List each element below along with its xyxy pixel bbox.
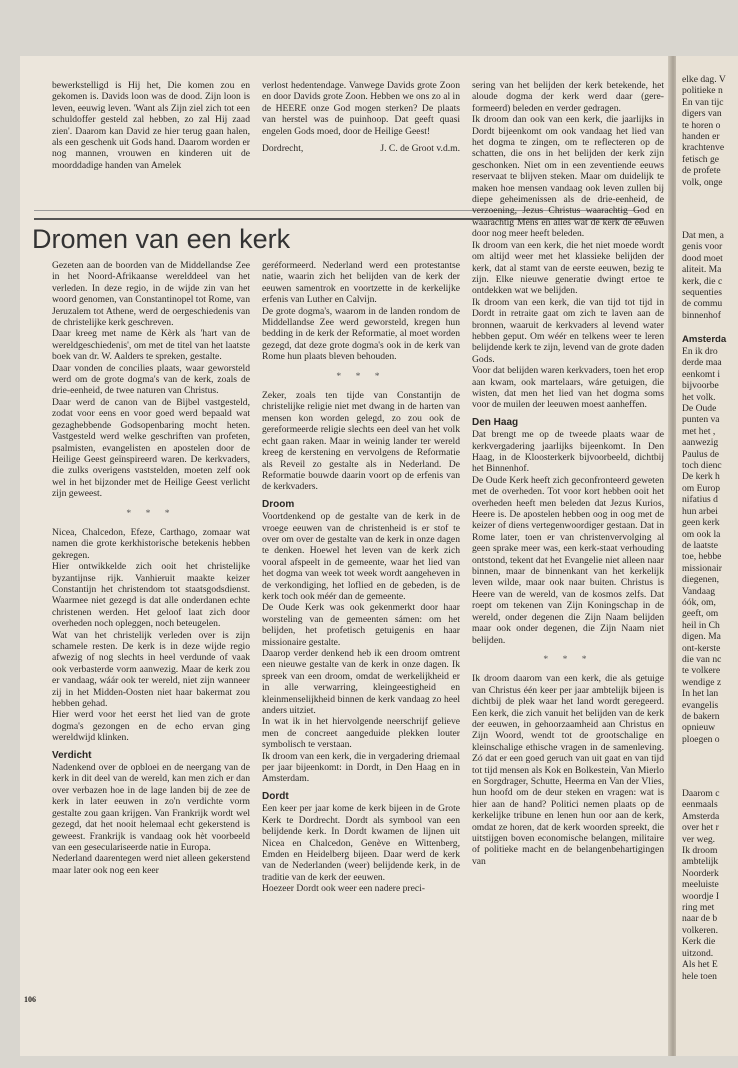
paragraph: Voor dat belijden waren kerkvaders, toen het erop aan kwam, ook martelaars, wáre getuigen, die wisten, dat men het lied van het dogma soms voor de muilen der leeuwen moest aanheffen.: [472, 365, 664, 411]
right-page-line: woordje I: [682, 890, 720, 902]
right-page-line: derde maa: [682, 357, 722, 369]
right-page-line: over het r: [682, 822, 719, 834]
right-page-line: eenmaals: [682, 799, 718, 811]
paragraph: Zeker, zoals ten tijde van Constantijn de christelijke religie niet met dwang in de harten van mensen kon worden gelegd, zo zou ook de gereformeerde religie slechts een deel van het volk echt gaan raken. Maar in weinig lander ter wereld kreeg de kerstening en vervolgens de Reformatie als Reveil zo gestalte als in Nederland. De Reformatie bouwde daarin voort op de erfenis van de kerkvaders.: [262, 390, 460, 493]
column-1: [52, 260, 250, 876]
right-page-line: digers van: [682, 108, 722, 120]
paragraph: In wat ik in het hiervolgende neerschrijf gelieve men de concreet aangeduide plekken louter symbolisch te verstaan.: [262, 716, 460, 751]
paragraph: Gezeten aan de boorden van de Middellandse Zee in het Noord-Afrikaanse werelddeel van het verleden. In deze regio, in de wijde zin van het woord genomen, van Constantinopel tot Rome, van Jeruzalem tot Athene, werd de oergeschiedenis van de christelijke kerk geschreven.: [52, 260, 250, 329]
right-page-line: om Europ: [682, 482, 721, 494]
paragraph: Ik droom van een kerk, die in vergadering driemaal per jaar bijeenkomt: in Dordt, in Den Haag en in Amsterdam.: [262, 750, 460, 785]
right-page-block-d: [682, 788, 720, 982]
right-page-line: eenkomt i: [682, 368, 721, 380]
right-page-line: te horen o: [682, 119, 721, 131]
right-page-line: óók, om,: [682, 596, 716, 608]
right-page-line: hele toen: [682, 970, 717, 982]
right-page-block-c: [682, 346, 722, 745]
right-page-line: Noorderk: [682, 867, 719, 879]
paragraph: sering van het belijden der kerk betekende, het aloude dogma der kerk werd daar (gere-formeerd) beleden en verder gedragen.: [472, 80, 664, 114]
right-page-line: sequenties: [682, 287, 722, 299]
right-page-line: toe, hebbe: [682, 551, 722, 563]
subheading-dordt: Dordt: [262, 790, 289, 802]
right-page-line: wendige z: [682, 676, 722, 688]
subheading-verdicht: Verdicht: [52, 749, 92, 761]
paragraph: Ik droom van een kerk, die van tijd tot tijd in Dordt in retraite gaat om zich te laven aan de bronnen, waaruit de kerkvaders al levend water hebben geput. Om wéér en telkens weer te leren belijdende kerk te zijn, levend van de grote daden Gods.: [472, 296, 664, 365]
right-page-line: de laatste: [682, 539, 718, 551]
paragraph: De Oude Kerk was ook gekenmerkt door haar worsteling van de gemeenten sámen: om het belijden, het profetisch getuigenis en haar missionaire gestalte.: [262, 602, 460, 648]
right-page-line: de bakern: [682, 711, 720, 722]
right-page-line: In het lan: [682, 688, 719, 700]
top-paragraph-1: bewerkstelligd is Hij het, Die komen zou en gekomen is. Davids loon was de dood. Zijn loon is leven, eeuwig leven. 'Want als Zijn ziel zich tot een schuldoffer gesteld zal hebben, zo zal Hij zaad zien'. Daarom kan David ze hier terug gaan halen, als een geschenk uit Gods hand. Daarom worden er nog mannen, vrouwen en kinderen uit de moorddadige handen van Amelek: [52, 80, 250, 171]
paragraph: Hier werd voor het eerst het lied van de grote dogma's gezongen en de echo ervan ging wereldwijd klinken.: [52, 709, 250, 744]
right-page-line: ring met: [682, 902, 715, 914]
right-page-line: ambtelijk: [682, 856, 719, 868]
paragraph: Wat van het christelijk verleden over is zijn schamele resten. De kerk is in deze wijde regio afwezig of nog slechts in heel verdunde of vaak ook verbasterde vorm aanwezig. Maar de kerk zou er vandaag, wáár ook ter wereld, niet zijn wanneer zij in het Midden-Oosten niet haar bakermat zou hebben gehad.: [52, 629, 250, 710]
right-page-line: digen. Ma: [682, 631, 721, 643]
right-page-line: Kerk die: [682, 936, 716, 948]
right-page-line: krachtenve: [682, 142, 725, 154]
right-page-line: punten va: [682, 414, 720, 426]
signature: [262, 143, 460, 154]
section-separator: * * *: [126, 507, 176, 519]
right-page-line: naar de b: [682, 913, 718, 925]
right-page-line: De Oude: [682, 403, 717, 415]
subheading-den-haag: Den Haag: [472, 416, 519, 428]
page-number: 106: [24, 995, 36, 1004]
signature-name: J. C. de Groot v.d.m.: [380, 143, 460, 155]
paragraph: Nederland daarentegen werd niet alleen gekerstend maar later ook nog een keer: [52, 853, 250, 876]
paragraph: geréformeerd. Nederland werd een protestantse natie, waarin zich het belijden van de kerk der eeuwen samentrok en voortzette in de kerkelijke erfenis van Luther en Calvijn.: [262, 260, 460, 306]
right-page-block-b: [682, 230, 724, 321]
right-page-line: Als het E: [682, 959, 718, 971]
column-3: [472, 80, 664, 867]
paragraph: Daar kreeg met name de Kèrk als 'hart van de wereldgeschiedenis', om met de titel van het laatste boek van dr. W. Aalders te spreken, gestalte.: [52, 328, 250, 363]
paragraph: Ik droom van een kerk, die het niet moede wordt om altijd weer met het klassieke belijden der kerk, dat al stamt van de eerste eeuwen, bezig te zijn. Elke nieuwe generatie dwingt ertoe te ontdekken wat we belijden.: [472, 239, 664, 297]
right-page-line: ont-kerste: [682, 642, 721, 654]
right-page-line: toch dienc: [682, 460, 722, 472]
right-page-line: de profete: [682, 165, 721, 177]
right-page-line: uitzond.: [682, 947, 714, 959]
right-page-line: aanwezig: [682, 437, 719, 449]
right-page-line: Ik droom: [682, 845, 718, 857]
right-page-line: genis voor: [682, 241, 723, 253]
right-page-line: De kerk h: [682, 471, 720, 483]
signature-place: Dordrecht,: [262, 143, 304, 155]
right-page-line: politieke n: [682, 85, 723, 97]
right-page-line: opnieuw: [682, 722, 716, 734]
right-page-line: aliteit. Ma: [682, 264, 722, 276]
right-page-line: kerk, die c: [682, 275, 723, 287]
right-page-line: elke dag. V: [682, 74, 726, 85]
paragraph: Nicea, Chalcedon, Efeze, Carthago, zomaar wat namen die grote kerkhistorische betekenis hebben gekregen.: [52, 526, 250, 561]
paragraph: Ik droom daarom van een kerk, die als getuige van Christus één keer per jaar ambtelijk bijeen is dichtbij de plek waar het land wordt geregeerd. Een kerk, die zich vanuit het belijden van de kerk der eeuwen, in gehoorzaamheid aan Christus en Zijn Woord, wendt tot de grootschalige en kleinschalige ethische vragen in de samenleving. Zó dat er een goed geruch van uit gaat en van tijd tot tijd mensen als Kok en Bolkestein, Van Mierlo en Sorgdrager, Schutte, Heerma en Van der Vlies, hun hoofd om de deur steken en vragen: wat is hier aan de hand? Politici nemen plaats op de kerkelijke tribune en lenen hun oor aan de kerk, omdat ze horen, dat de kerk woorden spreekt, die uitstijgen boven economische belangen, militaire of politieke macht en de belangenbehartigingen van: [472, 673, 664, 867]
right-page-line: En ik dro: [682, 346, 718, 357]
section-separator: * * *: [336, 370, 386, 382]
right-page-line: ploegen o: [682, 733, 720, 745]
right-page-line: bijvoorbe: [682, 380, 719, 392]
paragraph: De Oude Kerk heeft zich geconfronteerd geweten met de overheden. Tot voor kort hebben ooit het overheden heeft men beleden dat Jezus Kurios, Heere is. De apostelen hebben oog in oog met de keizer of diens vertegenwoordiger gestaan. Dat in Rome later, toen er van christenvervolging al geen sprake meer was, een kerk-staat verhouding ontstond, tekent dat het Evangelie niet alleen naar binnen, maar de binnenkant van het kerkelijk leven wilde, maar ook naar buiten. Christus is Heere van de wereld, van de kosmos zelfs. Dat roept om tekenen van Zijn Koningschap in de wereld, onder degenen die Zijn Naam belijden maar ook onder degenen, die Zijn Naam niet belijden.: [472, 474, 664, 646]
top-column-2: [262, 80, 460, 154]
top-column-1: [52, 80, 250, 171]
right-page-line: Vandaag: [682, 585, 716, 597]
right-page-subheading: Amsterda: [682, 334, 727, 345]
right-page-line: ver weg.: [682, 833, 716, 845]
paragraph: Daarop verder denkend heb ik een droom omtrent een nieuwe gestalte van de kerk in onze dagen. Ik spreek van een droom, omdat de werkelijkheid er in alle verwarring, kleingeestigheid en kleinmenselijkheid binnen de kerk vandaag zo heel anders uitziet.: [262, 648, 460, 717]
paragraph: Daar werd de canon van de Bijbel vastgesteld, zodat voor eens en voor goed werd bepaald wat gezaghebbende Godsopenbaring mocht heten. Vastgesteld werd welke geschriften van profeten, psalmisten, evangelisten en apostelen door de Heilige Geest geïnspireerd waren. De kerkvaders, die zulks overigens vaststelden, moeten zelf ook wel in het bijzonder met de Heilige Geest verlicht zijn geweest.: [52, 396, 250, 500]
right-page-line: volk, onge: [682, 176, 723, 188]
right-page-line: geen kerk: [682, 517, 720, 529]
right-page-line: En van tijc: [682, 96, 724, 108]
section-separator: * * *: [543, 653, 593, 665]
right-page-line: binnenhof: [682, 309, 721, 321]
top-paragraph-2: verlost hedentendage. Vanwege Davids grote Zoon en door Davids grote Zoon. Hebben we ons zo al in de HEERE onze God mogen sterken? De plaats van herstel was de puinhoop. Dat geeft quasi engelen Gods moed, door de Heilige Geest!: [262, 80, 460, 137]
right-page-line: Daarom c: [682, 788, 720, 799]
right-page-line: met het ,: [682, 425, 716, 437]
right-page-line: te volkere: [682, 665, 721, 677]
right-page-block-a: [682, 74, 726, 188]
right-page-line: hun arbei: [682, 505, 718, 517]
right-page-line: nifatius d: [682, 494, 718, 506]
right-page-line: dood moet: [682, 252, 723, 264]
right-page-line: Paulus de: [682, 448, 720, 460]
right-page-line: meeluiste: [682, 879, 719, 891]
right-page-line: om ook la: [682, 528, 721, 540]
right-page-line: Dat men, a: [682, 230, 724, 241]
right-page-line: het volk.: [682, 391, 716, 403]
paragraph: Ik droom dan ook van een kerk, die jaarlijks in Dordt bijeenkomt om ook vandaag het lied van het dogma te zingen, om te reflecteren op de schatten, die ons in het belijden der kerk zijn geschonken. Niet om in een zeventiende eeuws reservaat te blijven steken. Maar om duidelijk te maken hoe mensen vandaag ook leven zullen bij diepe geheimenissen als de drie-eenheid, de verzoening, Jezus Christus waarachtig God en waarachtig Mens en alles wat de kerk de eeuwen door nog meer heeft beleden.: [472, 114, 664, 240]
paragraph: Voortdenkend op de gestalte van de kerk in de vroege eeuwen van de christenheid is er stof te over om over de gestalte van de kerk in onze dagen te denken. Hoewel het leven van de kerk zich vooral afspeelt in de gemeente, waar het lied van het dogma van week tot week wordt aangeheven in de verkondiging, het loflied en de gebeden, is de kerk toch ook méér dan de gemeente.: [262, 511, 460, 602]
right-page-line: diegenen,: [682, 574, 720, 586]
right-page-line: die van nc: [682, 653, 722, 665]
article-title: Dromen van een kerk: [32, 224, 291, 254]
right-page-line: handen er: [682, 131, 720, 143]
right-page-line: volkeren.: [682, 924, 718, 936]
right-page-line: Amsterda: [682, 810, 720, 822]
paragraph: Hier ontwikkelde zich ooit het christelijke byzantijnse rijk. Vanhieruit maakte keizer Constantijn het christendom tot staatsgodsdienst. Waarmee niet gezegd is dat alle onderdanen echte christenen werden. Het geloof laat zich door overheden noch opleggen, noch beteugelen.: [52, 561, 250, 630]
paragraph: Hoezeer Dordt ook weer een nadere preci-: [262, 883, 426, 895]
right-page-line: heil in Ch: [682, 619, 720, 631]
right-page-line: missionair: [682, 562, 722, 574]
right-page-line: fetisch ge: [682, 153, 720, 165]
subheading-droom: Droom: [262, 498, 295, 510]
right-page-line: de commu: [682, 298, 723, 310]
right-page-line: geeft, om: [682, 608, 719, 620]
column-2: [262, 260, 460, 895]
paragraph: Nadenkend over de opbloei en de neergang van de kerk in dit deel van de wereld, kan men zich er dan over verbazen hoe in de lage landen bij de zee de kerk in later eeuwen in zo'n verdichte vorm gestalte zou gaan krijgen. Van Frankrijk wordt wel gezegd, dat het nooit helemaal echt gekerstend is geweest. Frankrijk is vandaag ook hèt voorbeeld van een geseculariseerde natie in Europa.: [52, 762, 250, 853]
paragraph: Daar vonden de concilies plaats, waar geworsteld werd om de grote dogma's van de kerk, zoals de drie-eenheid, de twee naturen van Christus.: [52, 362, 250, 397]
paragraph: De grote dogma's, waarom in de landen rondom de Middellandse Zee werd geworsteld, kregen hun bedding in de kerk der Reformatie, al moet worden gezegd, dat deze grote dogma's ook in de kerk van Rome hun plaats bleven behouden.: [262, 305, 460, 363]
right-page-line: evangelis: [682, 699, 719, 711]
paragraph: Een keer per jaar kome de kerk bijeen in de Grote Kerk te Dordrecht. Dordt als symbool van een belijdende kerk. In Dordt kwamen de lijnen uit Nicea en Chalcedon, Genève en Wittenberg, Emden en Heidelberg bijeen. Daar werd de kerk van de Nederlanden (weer) belijdende kerk, in de traditie van de kerk der eeuwen.: [262, 803, 460, 883]
paragraph: Dat brengt me op de tweede plaats waar de kerkvergadering jaarlijks bijeenkomt. In Den Haag, in de Kloosterkerk bijvoorbeeld, dichtbij het Binnenhof.: [472, 429, 664, 475]
